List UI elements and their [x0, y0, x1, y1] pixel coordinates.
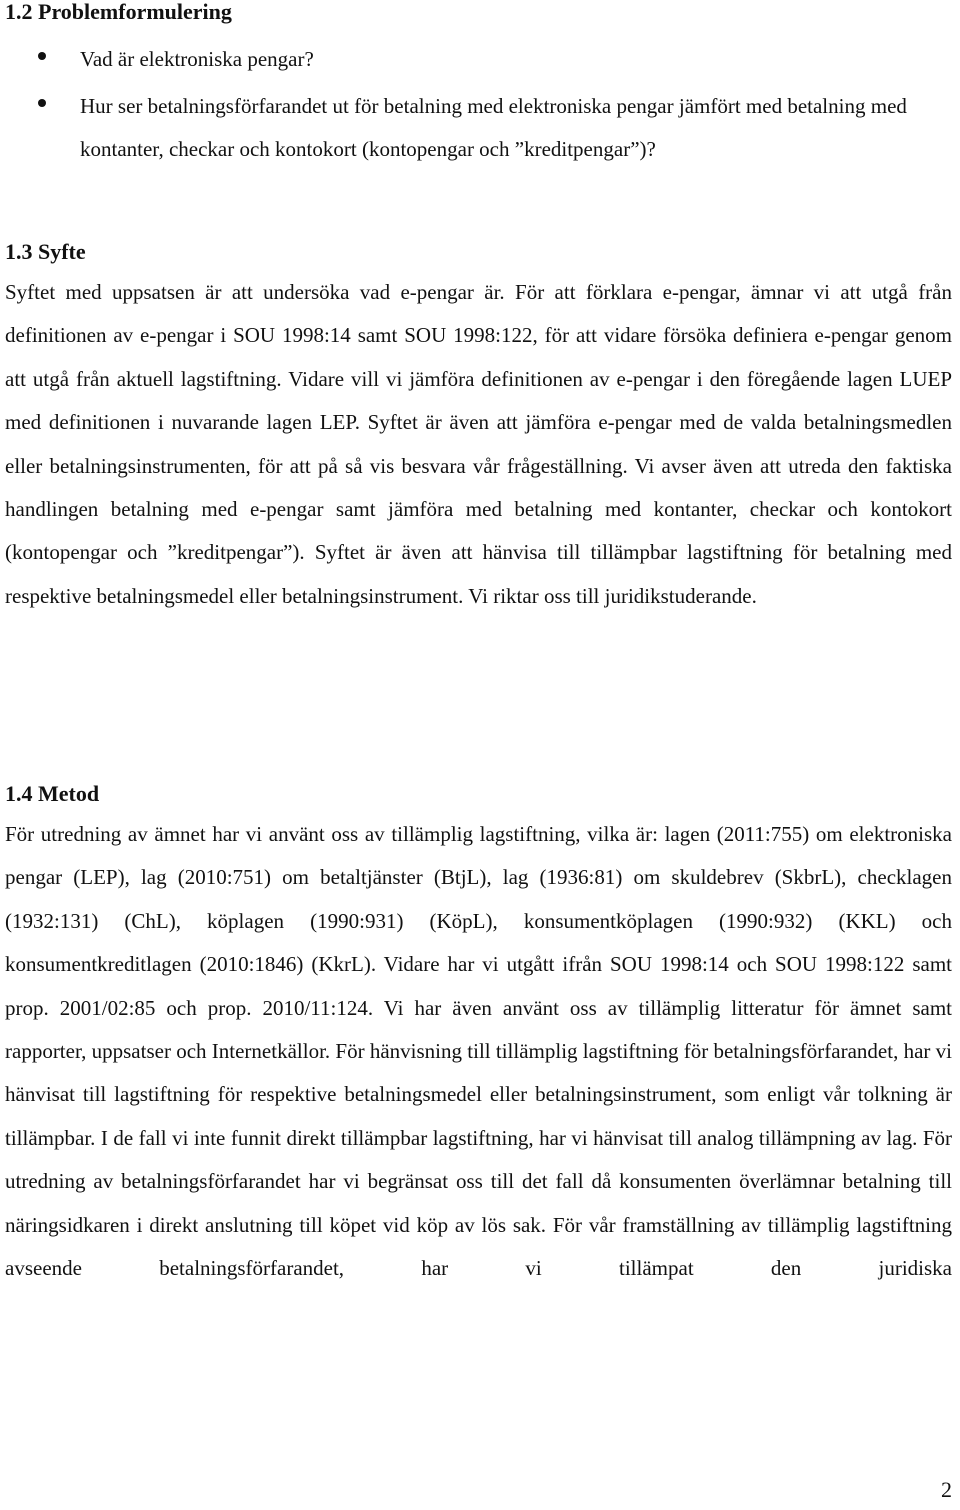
purpose-paragraph: Syftet med uppsatsen är att undersöka vad e-pengar är. För att förklara e-pengar, ämnar vi att utgå från definitionen av e-pengar i SOU 1998:14 samt SOU 1998:122, för att vidare försöka definiera e-pengar genom att utgå från aktuell lagstiftning. Vidare vill vi jämföra definitionen av e-pengar i den föregående lagen LUEP med definitionen i nuvarande lagen LEP. Syftet är även att jämföra e-pengar med de valda betalningsmedlen eller betalningsinstrumenten, för att på så vis besvara vår frågeställning. Vi avser även att utreda den faktiska handlingen betalning med e-pengar samt jämföra med betalning med kontanter, checkar och kontokort (kontopengar och ”kreditpengar”). Syftet är även att hänvisa till tillämpbar lagstiftning för betalning med respektive betalningsmedel eller betalningsinstrument. Vi riktar oss till juridikstuderande. — [5, 280, 952, 608]
list-item — [0, 85, 960, 171]
list-item — [0, 38, 960, 81]
bullet-text: Hur ser betalningsförfarandet ut för betalning med elektroniska pengar jämfört med betalning med kontanter, checkar och kontokort (kontopengar och ”kreditpengar”)? — [80, 94, 907, 161]
bullet-icon — [38, 99, 46, 107]
method-paragraph: För utredning av ämnet har vi använt oss av tillämplig lagstiftning, vilka är: lagen (2011:755) om elektroniska pengar (LEP), lag (2010:751) om betaltjänster (BtjL), lag (1936:81) om skuldebrev (SkbrL), checklagen (1932:131) (ChL), köplagen (1990:931) (KöpL), konsumentköplagen (1990:932) (KKL) och konsumentkreditlagen (2010:1846) (KkrL). Vidare har vi utgått ifrån SOU 1998:14 och SOU 1998:122 samt prop. 2001/02:85 och prop. 2010/11:124. Vi har även använt oss av tillämplig litteratur för ämnet samt rapporter, uppsatser och Internetkällor. För hänvisning till tillämplig lagstiftning för betalningsförfarandet, har vi hänvisat till lagstiftning för respektive betalningsmedel eller betalningsinstrument, som enligt vår tolkning är tillämpbar. I de fall vi inte funnit direkt tillämpbar lagstiftning, har vi hänvisat till analog tillämpning av lag. För utredning av betalningsförfarandet har vi begränsat oss till det fall då konsumenten överlämnar betalning till näringsidkaren i direkt anslutning till köpet vid köp av lös sak. För vår framställning av tillämplig lagstiftning avseende betalningsförfarandet, har vi tillämpat den juridiska — [5, 822, 952, 1281]
heading-metod: 1.4 Metod — [5, 781, 100, 806]
heading-syfte: 1.3 Syfte — [5, 239, 86, 264]
page-number: 2 — [941, 1477, 952, 1502]
bullet-text: Vad är elektroniska pengar? — [80, 47, 314, 71]
heading-problemformulering: 1.2 Problemformulering — [5, 0, 232, 24]
problem-bullet-list — [0, 38, 960, 171]
bullet-icon — [38, 52, 46, 60]
